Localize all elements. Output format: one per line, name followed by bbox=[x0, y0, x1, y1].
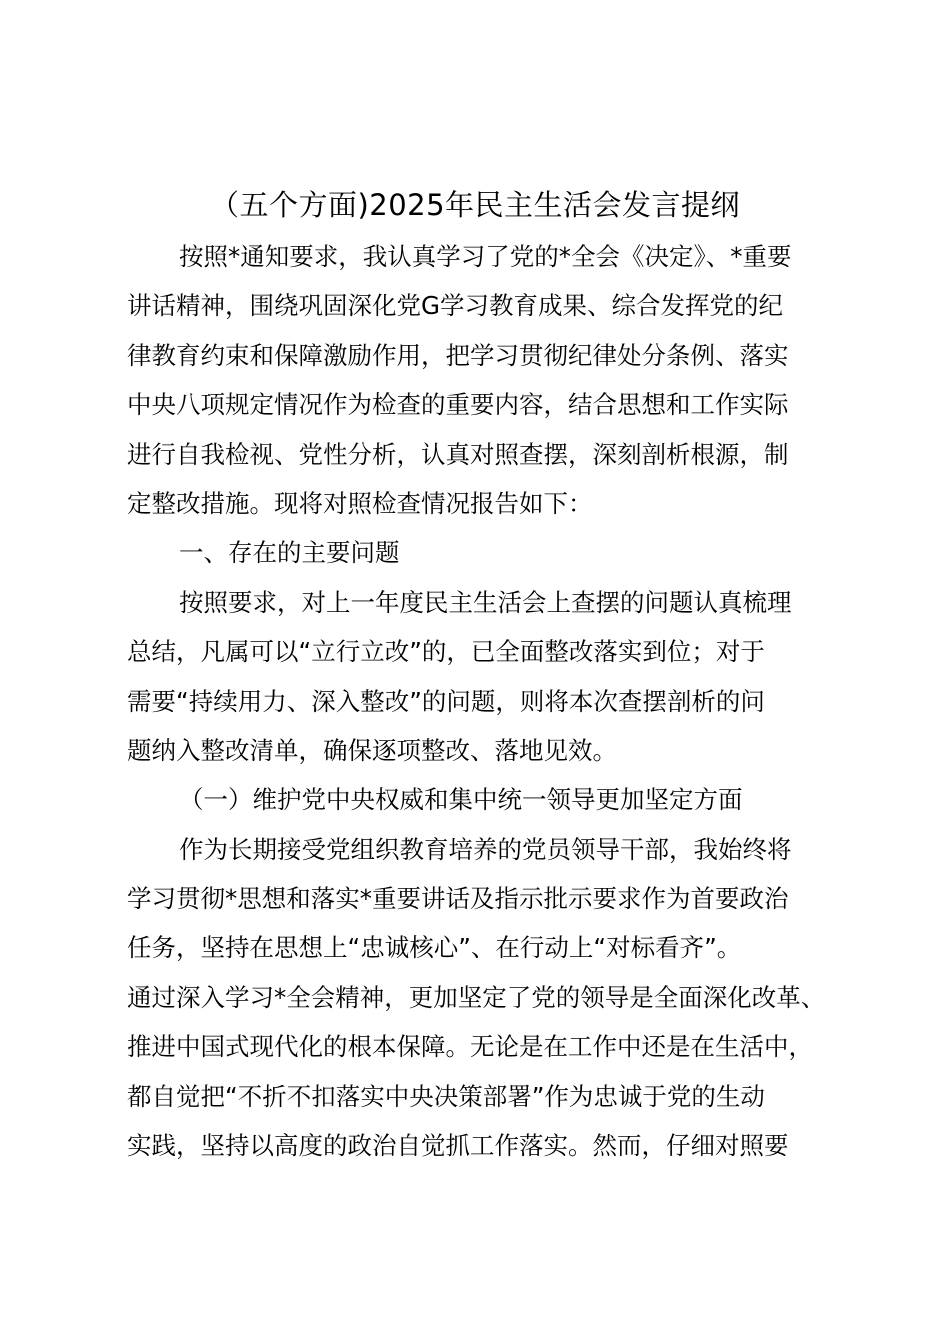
paragraph-line: 通过深入学习*全会精神，更加坚定了党的领导是全面深化改革、 bbox=[127, 982, 826, 1012]
paragraph-line: 学习贯彻*思想和落实*重要讲话及指示批示要求作为首要政治 bbox=[127, 884, 789, 914]
paragraph-line: 都自觉把“不折不扣落实中央决策部署”作为忠诚于党的生动 bbox=[127, 1081, 765, 1111]
paragraph-line: 总结，凡属可以“立行立改”的，已全面整改落实到位；对于 bbox=[127, 637, 765, 667]
paragraph-line: 按照要求，对上一年度民主生活会上查摆的问题认真梳理 bbox=[179, 587, 792, 617]
section-heading: 一、存在的主要问题 bbox=[179, 538, 400, 568]
document-title: （五个方面)2025年民主生活会发言提纲 bbox=[209, 188, 741, 222]
paragraph-line: 需要“持续用力、深入整改”的问题，则将本次查摆剖析的问 bbox=[127, 686, 765, 716]
paragraph-line: 定整改措施。现将对照检查情况报告如下： bbox=[127, 488, 593, 518]
paragraph-line: 律教育约束和保障激励作用，把学习贯彻纪律处分条例、落实 bbox=[127, 340, 789, 370]
paragraph-line: 进行自我检视、党性分析，认真对照查摆，深刻剖析根源，制 bbox=[127, 439, 789, 469]
document-body bbox=[127, 232, 837, 1170]
paragraph-line: 任务，坚持在思想上“忠诚核心”、在行动上“对标看齐”。 bbox=[127, 933, 742, 963]
paragraph-line: 题纳入整改清单，确保逐项整改、落地见效。 bbox=[127, 735, 617, 765]
paragraph-line: 讲话精神，围绕巩固深化党G学习教育成果、综合发挥党的纪 bbox=[127, 291, 783, 321]
paragraph-line: 按照*通知要求，我认真学习了党的*全会《决定》、*重要 bbox=[179, 242, 792, 271]
paragraph-line: 作为长期接受党组织教育培养的党员领导干部，我始终将 bbox=[179, 834, 792, 864]
paragraph-line: 中央八项规定情况作为检查的重要内容，结合思想和工作实际 bbox=[127, 390, 789, 420]
subsection-heading: （一）维护党中央权威和集中统一领导更加坚定方面 bbox=[179, 785, 743, 815]
paragraph-line: 实践，坚持以高度的政治自觉抓工作落实。然而，仔细对照要 bbox=[127, 1131, 789, 1161]
paragraph-line: 推进中国式现代化的根本保障。无论是在工作中还是在生活中， bbox=[127, 1032, 813, 1062]
